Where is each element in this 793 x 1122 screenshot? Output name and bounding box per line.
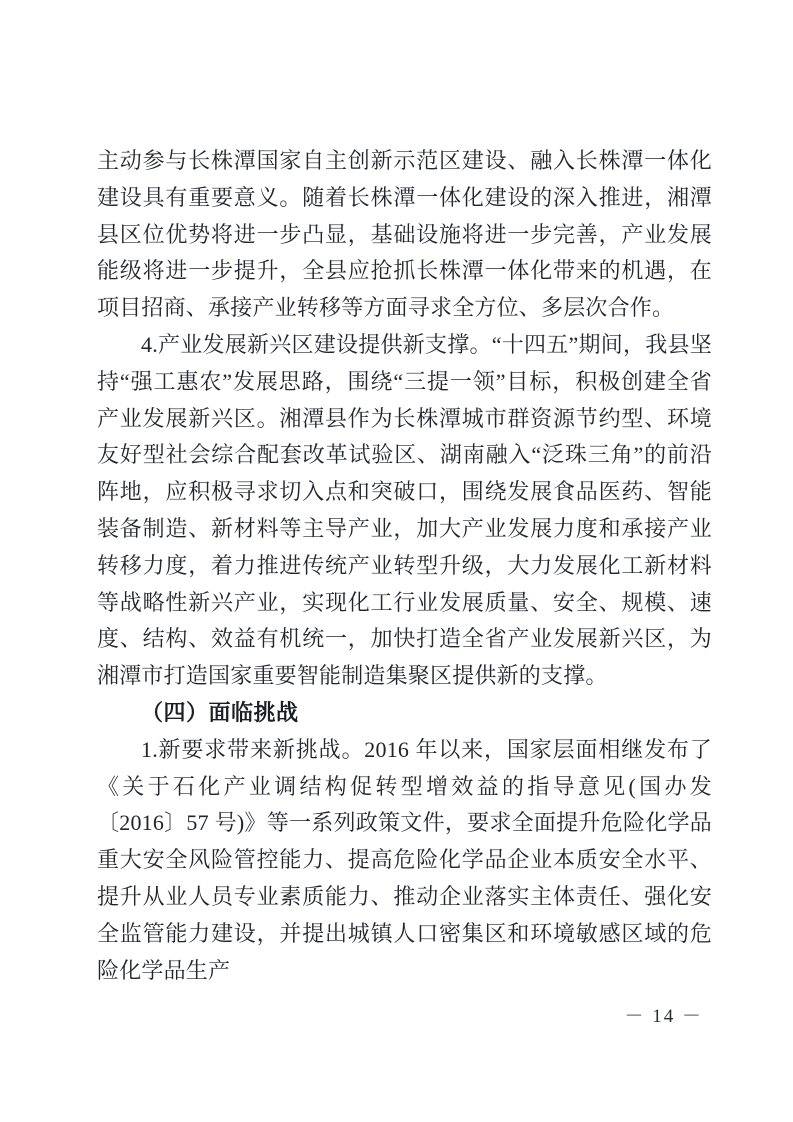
paragraph-point-4: 4.产业发展新兴区建设提供新支撑。“十四五”期间，我县坚持“强工惠农”发展思路，围绕“三提一领”目标，积极创建全省产业发展新兴区。湘潭县作为长株潭城市群资源节约型、环境友好型社会综合配套改革试验区、湖南融入“泛珠三角”的前沿阵地，应积极寻求切入点和突破口，围绕发展食品医药、智能装备制造、新材料等主导产业，加大产业发展力度和承接产业转移力度，着力推进传统产业转型升级，大力发展化工新材料等战略性新兴产业，实现化工行业发展质量、安全、规模、速度、结构、效益有机统一，加快打造全省产业发展新兴区，为湘潭市打造国家重要智能制造集聚区提供新的支撑。 — [97, 331, 712, 689]
paragraph-point-1: 1.新要求带来新挑战。2016 年以来，国家层面相继发布了《关于石化产业调结构促转型增效益的指导意见(国办发〔2016〕57 号)》等一系列政策文件，要求全面提升危险化学品重大安全风险管控能力、提高危险化学品企业本质安全水平、提升从业人员专业素质能力、推动企业落实主体责任、强化安全监管能力建设，并提出城镇人口密集区和环境敏感区域的危险化学品生产 — [97, 736, 712, 983]
page-number: － 14 － — [624, 1006, 703, 1027]
section-heading-4-challenges: （四）面临挑战 — [141, 699, 299, 725]
paragraph-continuation: 主动参与长株潭国家自主创新示范区建设、融入长株潭一体化建设具有重要意义。随着长株潭一体化建设的深入推进，湘潭县区位优势将进一步凸显，基础设施将进一步完善，产业发展能级将进一步提升，全县应抢抓长株潭一体化带来的机遇，在项目招商、承接产业转移等方面寻求全方位、多层次合作。 — [97, 148, 712, 321]
document-body — [97, 143, 712, 989]
